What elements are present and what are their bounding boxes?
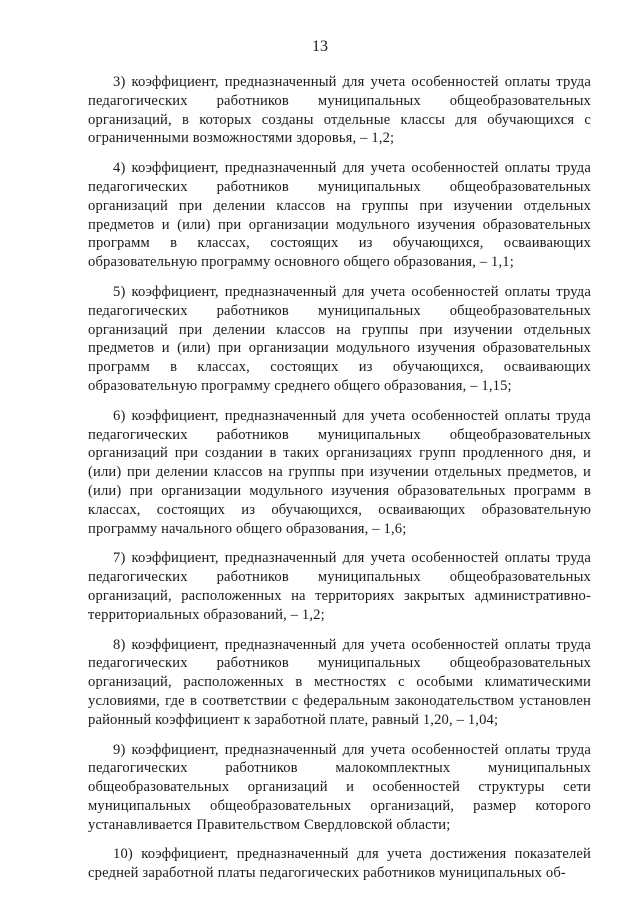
document-body [88, 73, 591, 894]
paragraph-item-6: 6) коэффициент, предназначенный для учета особенностей оплаты труда педагогических работников муниципальных общеобразовательных организаций при создании в таких организациях групп продленного дня, и (или) при делении классов на группы при изучении отдельных предметов, и (или) при организации модульного изучения образовательных программ в классах, состоящих из обучающихся, осваивающих образовательную программу начального общего образования, – 1,6; [88, 407, 591, 537]
paragraph-item-8: 8) коэффициент, предназначенный для учета особенностей оплаты труда педагогических работников муниципальных общеобразовательных организаций, расположенных в местностях с особыми климатическими условиями, где в соответствии с федеральным законодательством установлен районный коэффициент к заработной плате, равный 1,20, – 1,04; [88, 636, 591, 728]
paragraph-item-3: 3) коэффициент, предназначенный для учета особенностей оплаты труда педагогических работников муниципальных общеобразовательных организаций, в которых созданы отдельные классы для обучающихся с ограниченными возможностями здоровья, – 1,2; [88, 74, 591, 147]
paragraph-item-10: 10) коэффициент, предназначенный для учета достижения показателей средней заработной платы педагогических работников муниципальных об- [88, 846, 591, 882]
paragraph-item-7: 7) коэффициент, предназначенный для учета особенностей оплаты труда педагогических работников муниципальных общеобразовательных организаций, расположенных на территориях закрытых административно-территориальных образований, – 1,2; [88, 550, 591, 623]
paragraph-item-5: 5) коэффициент, предназначенный для учета особенностей оплаты труда педагогических работников муниципальных общеобразовательных организаций при делении классов на группы при изучении отдельных предметов и (или) при организации модульного изучения образовательных программ в классах, состоящих из обучающихся, осваивающих образовательную программу среднего общего образования, – 1,15; [88, 283, 591, 394]
paragraph-item-9: 9) коэффициент, предназначенный для учета особенностей оплаты труда педагогических работников малокомплектных муниципальных общеобразовательных организаций и особенностей структуры сети муниципальных общеобразовательных организаций, размер которого устанавливается Правительством Свердловской области; [88, 741, 591, 833]
paragraph-item-4: 4) коэффициент, предназначенный для учета особенностей оплаты труда педагогических работников муниципальных общеобразовательных организаций при делении классов на группы при изучении отдельных предметов и (или) при организации модульного изучения образовательных программ в классах, состоящих из обучающихся, осваивающих образовательную программу основного общего образования, – 1,1; [88, 160, 591, 271]
page-number: 13 [312, 38, 328, 55]
